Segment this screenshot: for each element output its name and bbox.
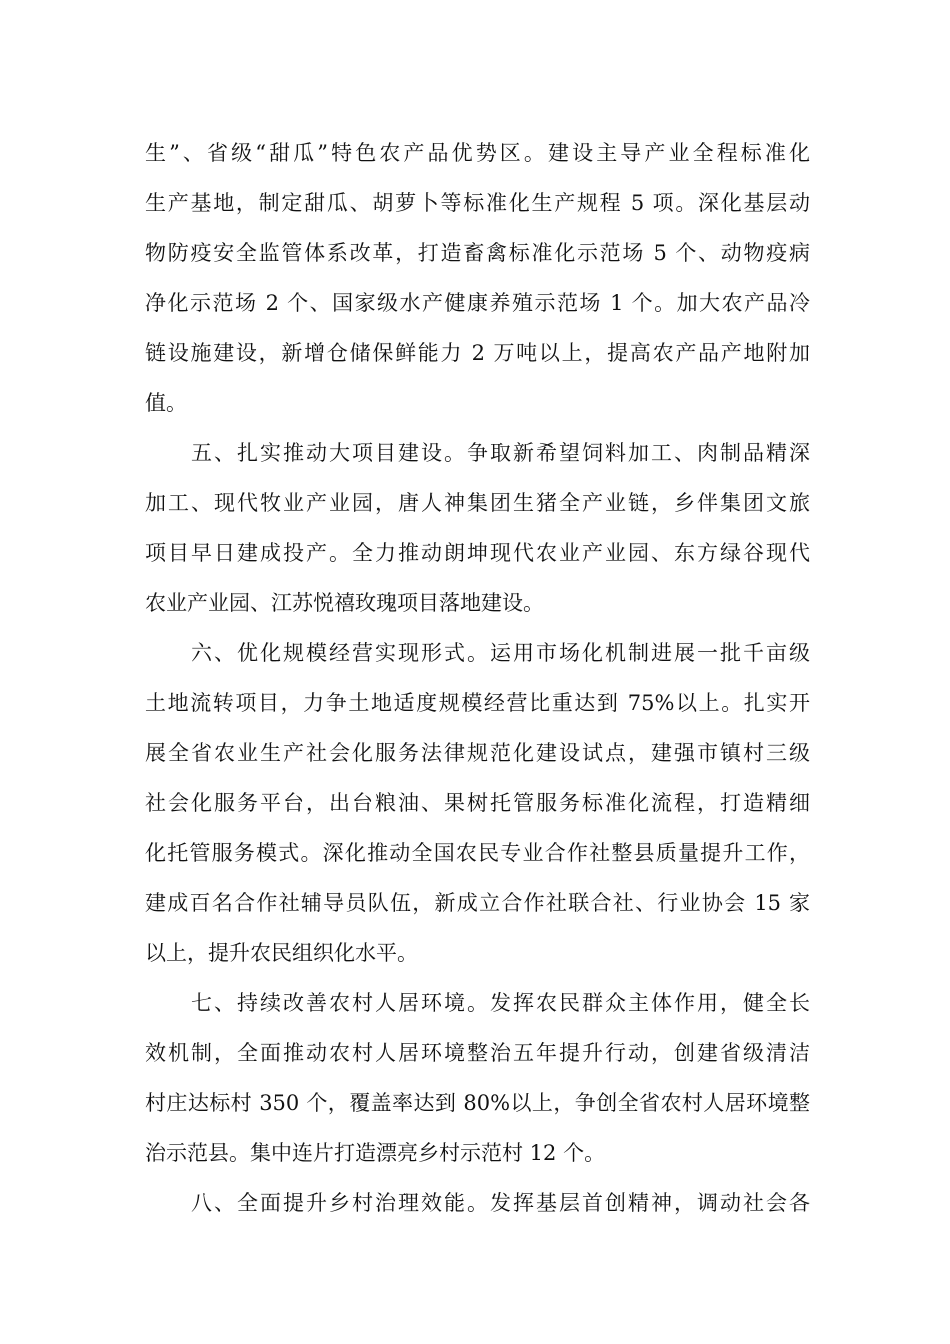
text-line: 建成百名合作社辅导员队伍，新成立合作社联合社、行业协会 15 家 xyxy=(145,891,810,915)
text-line: 项目早日建成投产。全力推动朗坤现代农业产业园、东方绿谷现代 xyxy=(145,541,810,565)
paragraph-six xyxy=(145,628,810,978)
text-line: 以上，提升农民组织化水平。 xyxy=(145,941,418,965)
text-line: 社会化服务平台，出台粮油、果树托管服务标准化流程，打造精细 xyxy=(145,791,810,815)
text-line: 展全省农业生产社会化服务法律规范化建设试点，建强市镇村三级 xyxy=(145,741,810,765)
text-line: 生”、省级“甜瓜”特色农产品优势区。建设主导产业全程标准化 xyxy=(145,141,810,165)
text-line: 值。 xyxy=(145,391,187,415)
paragraph-eight xyxy=(145,1178,810,1228)
text-line: 五、扎实推动大项目建设。争取新希望饲料加工、肉制品精深 xyxy=(191,441,810,465)
text-line: 生产基地，制定甜瓜、胡萝卜等标准化生产规程 5 项。深化基层动 xyxy=(145,191,810,215)
text-line: 治示范县。集中连片打造漂亮乡村示范村 12 个。 xyxy=(145,1141,606,1165)
text-line: 链设施建设，新增仓储保鲜能力 2 万吨以上，提高农产品产地附加 xyxy=(145,341,810,365)
text-line: 村庄达标村 350 个，覆盖率达到 80%以上，争创全省农村人居环境整 xyxy=(145,1091,810,1115)
text-line: 加工、现代牧业产业园，唐人神集团生猪全产业链，乡伴集团文旅 xyxy=(145,491,810,515)
text-line: 净化示范场 2 个、国家级水产健康养殖示范场 1 个。加大农产品冷 xyxy=(145,291,810,315)
paragraph-seven xyxy=(145,978,810,1178)
text-line: 七、持续改善农村人居环境。发挥农民群众主体作用，健全长 xyxy=(191,991,810,1015)
text-line: 化托管服务模式。深化推动全国农民专业合作社整县质量提升工作， xyxy=(145,841,810,865)
paragraph-continuation xyxy=(145,128,810,428)
text-line: 土地流转项目，力争土地适度规模经营比重达到 75%以上。扎实开 xyxy=(145,691,810,715)
text-line: 农业产业园、江苏悦禧玫瑰项目落地建设。 xyxy=(145,591,544,615)
text-line: 效机制，全面推动农村人居环境整治五年提升行动，创建省级清洁 xyxy=(145,1041,810,1065)
text-line: 六、优化规模经营实现形式。运用市场化机制进展一批千亩级 xyxy=(191,641,810,665)
text-line: 物防疫安全监管体系改革，打造畜禽标准化示范场 5 个、动物疫病 xyxy=(145,241,810,265)
text-line: 八、全面提升乡村治理效能。发挥基层首创精神，调动社会各 xyxy=(191,1191,810,1215)
paragraph-five xyxy=(145,428,810,628)
body-text xyxy=(145,128,810,1228)
